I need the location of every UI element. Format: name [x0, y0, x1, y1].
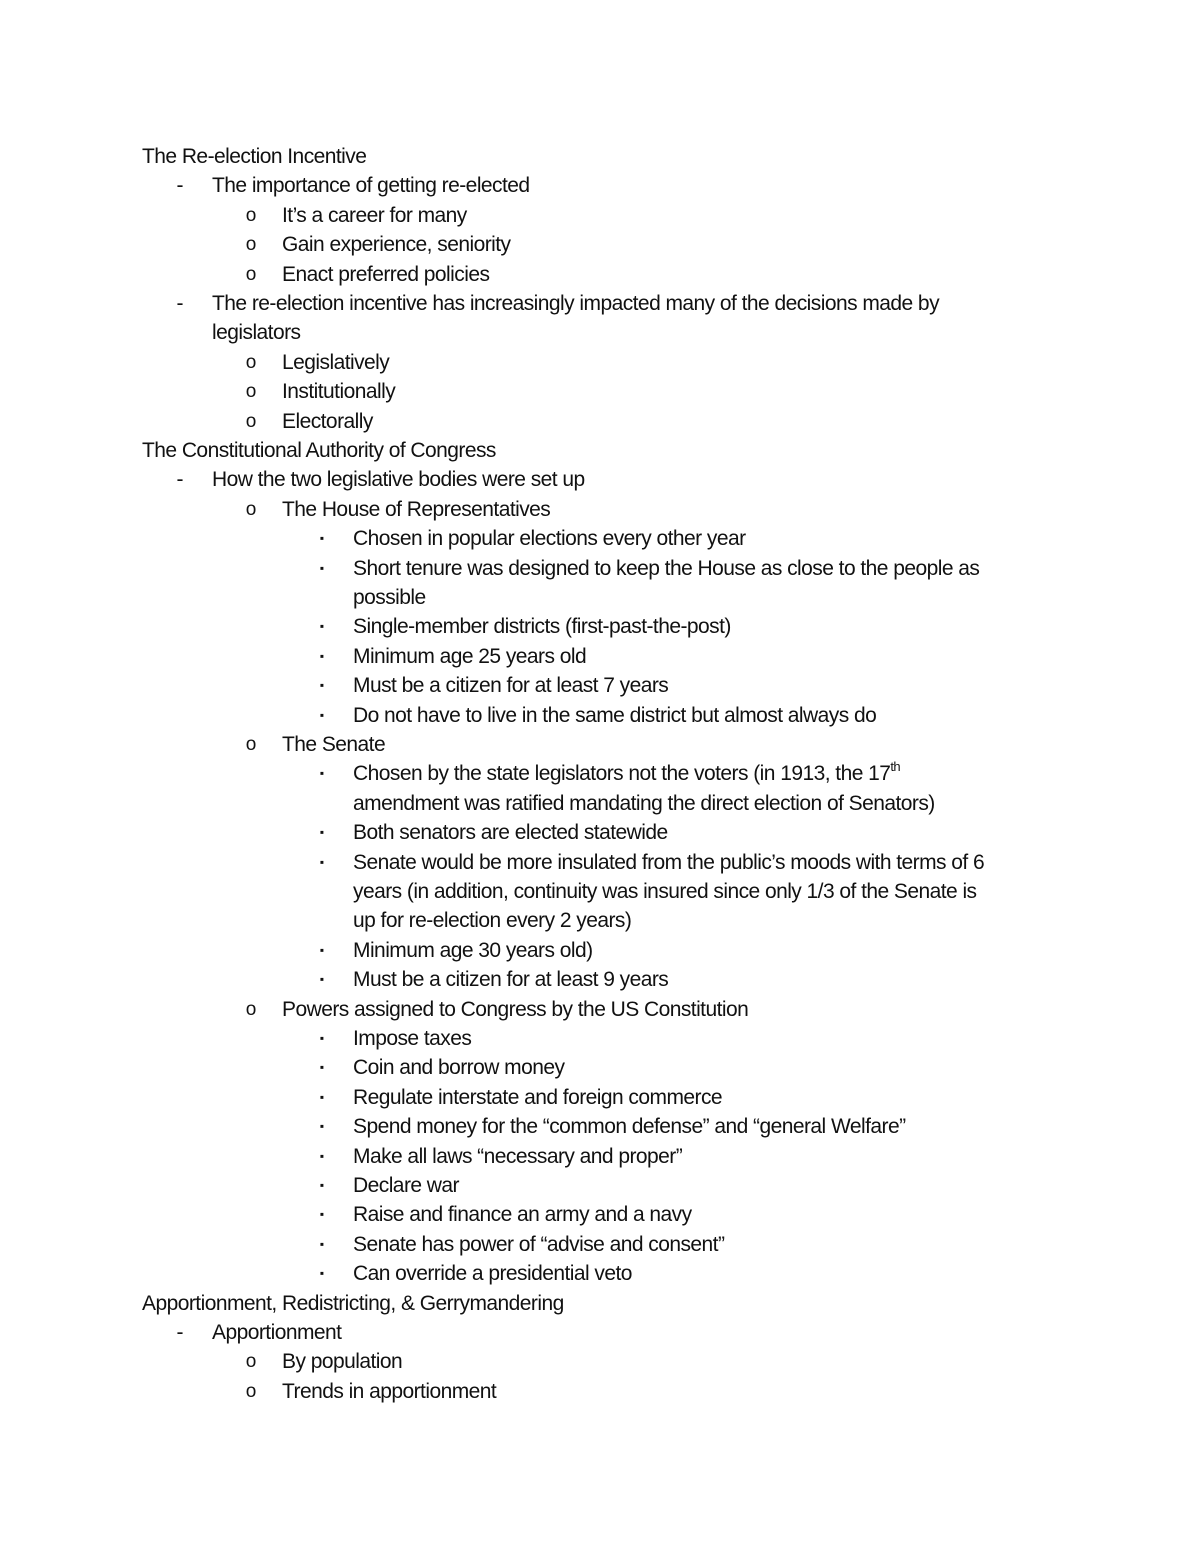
outline-line [282, 730, 385, 759]
circle-bullet: o [245, 1351, 257, 1372]
outline-line [212, 1318, 341, 1347]
outline-line [353, 1112, 906, 1141]
outline-line [353, 701, 876, 730]
line-text: Make all laws “necessary and proper” [353, 1145, 683, 1168]
line-text: Minimum age 30 years old) [353, 939, 593, 962]
line-text: Regulate interstate and foreign commerce [353, 1086, 723, 1109]
outline-line [353, 1171, 459, 1200]
line-text: amendment was ratified mandating the direct election of Senators) [353, 792, 935, 815]
line-text: Senate has power of “advise and consent” [353, 1233, 725, 1256]
outline-line [212, 289, 939, 318]
line-text: Minimum age 25 years old [353, 645, 587, 668]
outline-line [282, 407, 373, 436]
outline-line [353, 1259, 632, 1288]
square-bullet: ▪ [319, 1178, 325, 1192]
line-text: Enact preferred policies [282, 263, 490, 286]
line-text: Spend money for the “common defense” and “general Welfare” [353, 1115, 906, 1138]
line-text: Chosen by the state legislators not the voters (in 1913, the 17 [353, 762, 891, 785]
line-text: The Constitutional Authority of Congress [142, 439, 496, 462]
outline-line [353, 1200, 692, 1229]
square-bullet: ▪ [319, 1237, 325, 1251]
square-bullet: ▪ [319, 649, 325, 663]
square-bullet: ▪ [319, 1149, 325, 1163]
outline-line [353, 524, 746, 553]
square-bullet: ▪ [319, 1266, 325, 1280]
circle-bullet: o [245, 234, 257, 255]
superscript: th [890, 759, 901, 774]
circle-bullet: o [245, 1381, 257, 1402]
circle-bullet: o [245, 381, 257, 402]
line-text: Raise and finance an army and a navy [353, 1203, 692, 1226]
line-text: Gain experience, seniority [282, 233, 511, 256]
outline-line [353, 965, 668, 994]
square-bullet: ▪ [319, 619, 325, 633]
line-text: The Senate [282, 733, 386, 756]
outline-line [353, 1053, 564, 1082]
circle-bullet: o [245, 352, 257, 373]
outline-line [353, 906, 631, 935]
section-heading [142, 1289, 564, 1318]
line-text: Must be a citizen for at least 9 years [353, 968, 669, 991]
outline-line [353, 583, 426, 612]
line-text: Single-member districts (first-past-the-post) [353, 615, 731, 638]
line-text: The re-election incentive has increasingly impacted many of the decisions made by [212, 292, 940, 315]
line-text: Apportionment [212, 1321, 342, 1344]
outline-line [282, 1347, 402, 1376]
line-text: Coin and borrow money [353, 1056, 565, 1079]
dash-bullet: - [176, 174, 184, 197]
outline-line [353, 642, 586, 671]
line-text: It’s a career for many [282, 204, 467, 227]
line-text: Legislatively [282, 351, 390, 374]
circle-bullet: o [245, 999, 257, 1020]
circle-bullet: o [245, 499, 257, 520]
outline-line [353, 1083, 722, 1112]
square-bullet: ▪ [319, 1207, 325, 1221]
outline-line [353, 1024, 471, 1053]
line-text: Declare war [353, 1174, 459, 1197]
outline-line [353, 877, 977, 906]
square-bullet: ▪ [319, 825, 325, 839]
line-text: up for re-election every 2 years) [353, 909, 632, 932]
circle-bullet: o [245, 734, 257, 755]
square-bullet: ▪ [319, 943, 325, 957]
outline-line [212, 465, 585, 494]
line-text: By population [282, 1350, 403, 1373]
line-text: Electorally [282, 410, 373, 433]
outline-line [282, 995, 748, 1024]
line-text: legislators [212, 321, 301, 344]
outline-line [353, 848, 984, 877]
dash-bullet: - [176, 468, 184, 491]
dash-bullet: - [176, 1321, 184, 1344]
line-text: Chosen in popular elections every other year [353, 527, 746, 550]
outline-line [353, 759, 900, 788]
outline-line [353, 612, 731, 641]
outline-line [353, 936, 593, 965]
square-bullet: ▪ [319, 708, 325, 722]
line-text: Institutionally [282, 380, 396, 403]
outline-line [353, 818, 668, 847]
outline-line [282, 1377, 496, 1406]
line-text: Both senators are elected statewide [353, 821, 668, 844]
line-text: Senate would be more insulated from the public’s moods with terms of 6 [353, 851, 985, 874]
square-bullet: ▪ [319, 1119, 325, 1133]
square-bullet: ▪ [319, 1031, 325, 1045]
outline-line [282, 230, 511, 259]
outline-line [282, 260, 489, 289]
outline-line [282, 377, 395, 406]
line-text: The House of Representatives [282, 498, 551, 521]
line-text: Impose taxes [353, 1027, 472, 1050]
outline-line [212, 171, 530, 200]
line-text: Can override a presidential veto [353, 1262, 632, 1285]
line-text: Must be a citizen for at least 7 years [353, 674, 669, 697]
line-text: Apportionment, Redistricting, & Gerrymandering [142, 1292, 564, 1315]
circle-bullet: o [245, 411, 257, 432]
outline-line [353, 554, 979, 583]
line-text: The Re-election Incentive [142, 145, 367, 168]
line-text: years (in addition, continuity was insured since only 1/3 of the Senate is [353, 880, 977, 903]
square-bullet: ▪ [319, 678, 325, 692]
circle-bullet: o [245, 205, 257, 226]
section-heading [142, 142, 366, 171]
square-bullet: ▪ [319, 972, 325, 986]
outline-line [353, 1230, 724, 1259]
outline-line [282, 348, 389, 377]
circle-bullet: o [245, 264, 257, 285]
line-text: Do not have to live in the same district but almost always do [353, 704, 877, 727]
line-text: Powers assigned to Congress by the US Constitution [282, 998, 749, 1021]
outline-line [353, 671, 668, 700]
square-bullet: ▪ [319, 766, 325, 780]
square-bullet: ▪ [319, 855, 325, 869]
square-bullet: ▪ [319, 531, 325, 545]
outline-line [353, 789, 935, 818]
outline-line [212, 318, 301, 347]
line-text: Short tenure was designed to keep the House as close to the people as [353, 557, 980, 580]
section-heading [142, 436, 496, 465]
outline-line [282, 201, 467, 230]
line-text: The importance of getting re-elected [212, 174, 530, 197]
square-bullet: ▪ [319, 1090, 325, 1104]
square-bullet: ▪ [319, 1060, 325, 1074]
outline-line [282, 495, 550, 524]
outline-line [353, 1142, 682, 1171]
line-text: possible [353, 586, 426, 609]
dash-bullet: - [176, 292, 184, 315]
line-text: How the two legislative bodies were set up [212, 468, 585, 491]
square-bullet: ▪ [319, 561, 325, 575]
line-text: Trends in apportionment [282, 1380, 497, 1403]
